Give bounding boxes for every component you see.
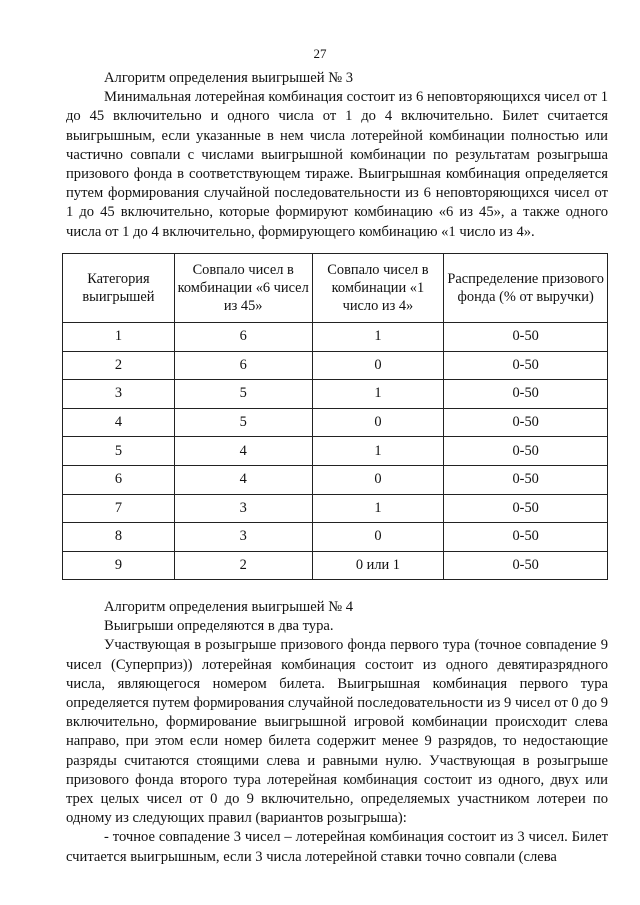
algorithm-4-section — [66, 598, 608, 867]
category-cell: 9 — [63, 551, 175, 580]
prize-share-cell: 0-50 — [444, 437, 608, 466]
page-number: 27 — [313, 46, 327, 61]
table-row — [63, 551, 608, 580]
match-6-of-45-cell: 6 — [174, 323, 312, 352]
match-1-of-4-cell: 1 — [312, 437, 444, 466]
table-row — [63, 351, 608, 380]
prize-share-cell: 0-50 — [444, 380, 608, 409]
prize-share-cell: 0-50 — [444, 551, 608, 580]
match-1-of-4-cell: 1 — [312, 494, 444, 523]
category-cell: 4 — [63, 408, 175, 437]
match-1-of-4-cell: 0 — [312, 523, 444, 552]
algorithm-4-paragraph-3: - точное совпадение 3 чисел – лотерейная комбинация состоит из 3 чисел. Билет считается выигрышным, если 3 числа лотерейной ставки точно совпали (слева — [66, 829, 608, 865]
match-6-of-45-cell: 5 — [174, 380, 312, 409]
header-prize-distribution: Распределение призового фонда (% от выручки) — [444, 254, 608, 323]
match-1-of-4-cell: 1 — [312, 380, 444, 409]
match-1-of-4-cell: 0 — [312, 408, 444, 437]
prize-share-cell: 0-50 — [444, 523, 608, 552]
prize-share-cell: 0-50 — [444, 494, 608, 523]
prize-distribution-table — [62, 253, 608, 580]
category-cell: 2 — [63, 351, 175, 380]
header-match-1-of-4: Совпало чисел в комбинации «1 число из 4» — [312, 254, 444, 323]
algorithm-4-heading: Алгоритм определения выигрышей № 4 — [104, 599, 354, 615]
algorithm-4-paragraph-1: Выигрыши определяются в два тура. — [104, 618, 334, 635]
header-category: Категория выигрышей — [63, 254, 175, 323]
category-cell: 7 — [63, 494, 175, 523]
table-row — [63, 408, 608, 437]
match-6-of-45-cell: 5 — [174, 408, 312, 437]
table-row — [63, 323, 608, 352]
algorithm-3-paragraph: Минимальная лотерейная комбинация состоит из 6 неповторяющихся чисел от 1 до 45 включительно и одного числа от 1 до 4 включительно. Билет считается выигрышным, если указанные в нем числа лотерейной комбинации полностью или частично совпали с числами выигрышной комбинации по результатам розыгрыша призового фонда в соответствующем тираже. Выигрышная комбинация определяется путем формирования случайной последовательности из 6 неповторяющихся чисел от 1 до 45 включительно, которые формируют комбинацию «6 из 45», а также одного числа от 1 до 4 включительно, формирующего комбинацию «1 число из 4». — [66, 89, 608, 240]
algorithm-4-paragraph-2: Участвующая в розыгрыше призового фонда первого тура (точное совпадение 9 чисел (Суперприз)) лотерейная комбинация состоит из одного девятиразрядного числа, являющегося номером билета. Выигрышная комбинация первого тура определяется путем формирования случайной последовательности из 9 чисел от 0 до 9 включительно, формирование выигрышной игровой комбинации происходит слева направо, при этом если номер билета содержит менее 9 разрядов, то недостающие разряды считаются стоящими слева и равными нулю. Участвующая в розыгрыше призового фонда второго тура лотерейная комбинация состоит из одного, двух или трех целых чисел от 0 до 9 включительно, определяемых участником лотереи по одному из следующих правил (вариантов розыгрыша): — [66, 637, 608, 827]
table-row — [63, 494, 608, 523]
table-row — [63, 523, 608, 552]
algorithm-3-heading: Алгоритм определения выигрышей № 3 — [104, 70, 354, 86]
category-cell: 1 — [63, 323, 175, 352]
prize-share-cell: 0-50 — [444, 351, 608, 380]
category-cell: 5 — [63, 437, 175, 466]
category-cell: 6 — [63, 465, 175, 494]
match-1-of-4-cell: 0 — [312, 465, 444, 494]
category-cell: 3 — [63, 380, 175, 409]
table-row — [63, 380, 608, 409]
match-6-of-45-cell: 6 — [174, 351, 312, 380]
match-1-of-4-cell: 0 или 1 — [312, 551, 444, 580]
match-6-of-45-cell: 3 — [174, 523, 312, 552]
match-6-of-45-cell: 4 — [174, 437, 312, 466]
prize-share-cell: 0-50 — [444, 323, 608, 352]
match-1-of-4-cell: 0 — [312, 351, 444, 380]
header-match-6-of-45: Совпало чисел в комбинации «6 чисел из 45» — [174, 254, 312, 323]
category-cell: 8 — [63, 523, 175, 552]
table-header-row — [63, 254, 608, 323]
algorithm-3-section — [66, 69, 608, 242]
match-1-of-4-cell: 1 — [312, 323, 444, 352]
match-6-of-45-cell: 2 — [174, 551, 312, 580]
table-row — [63, 465, 608, 494]
prize-share-cell: 0-50 — [444, 465, 608, 494]
match-6-of-45-cell: 4 — [174, 465, 312, 494]
table-row — [63, 437, 608, 466]
prize-share-cell: 0-50 — [444, 408, 608, 437]
match-6-of-45-cell: 3 — [174, 494, 312, 523]
